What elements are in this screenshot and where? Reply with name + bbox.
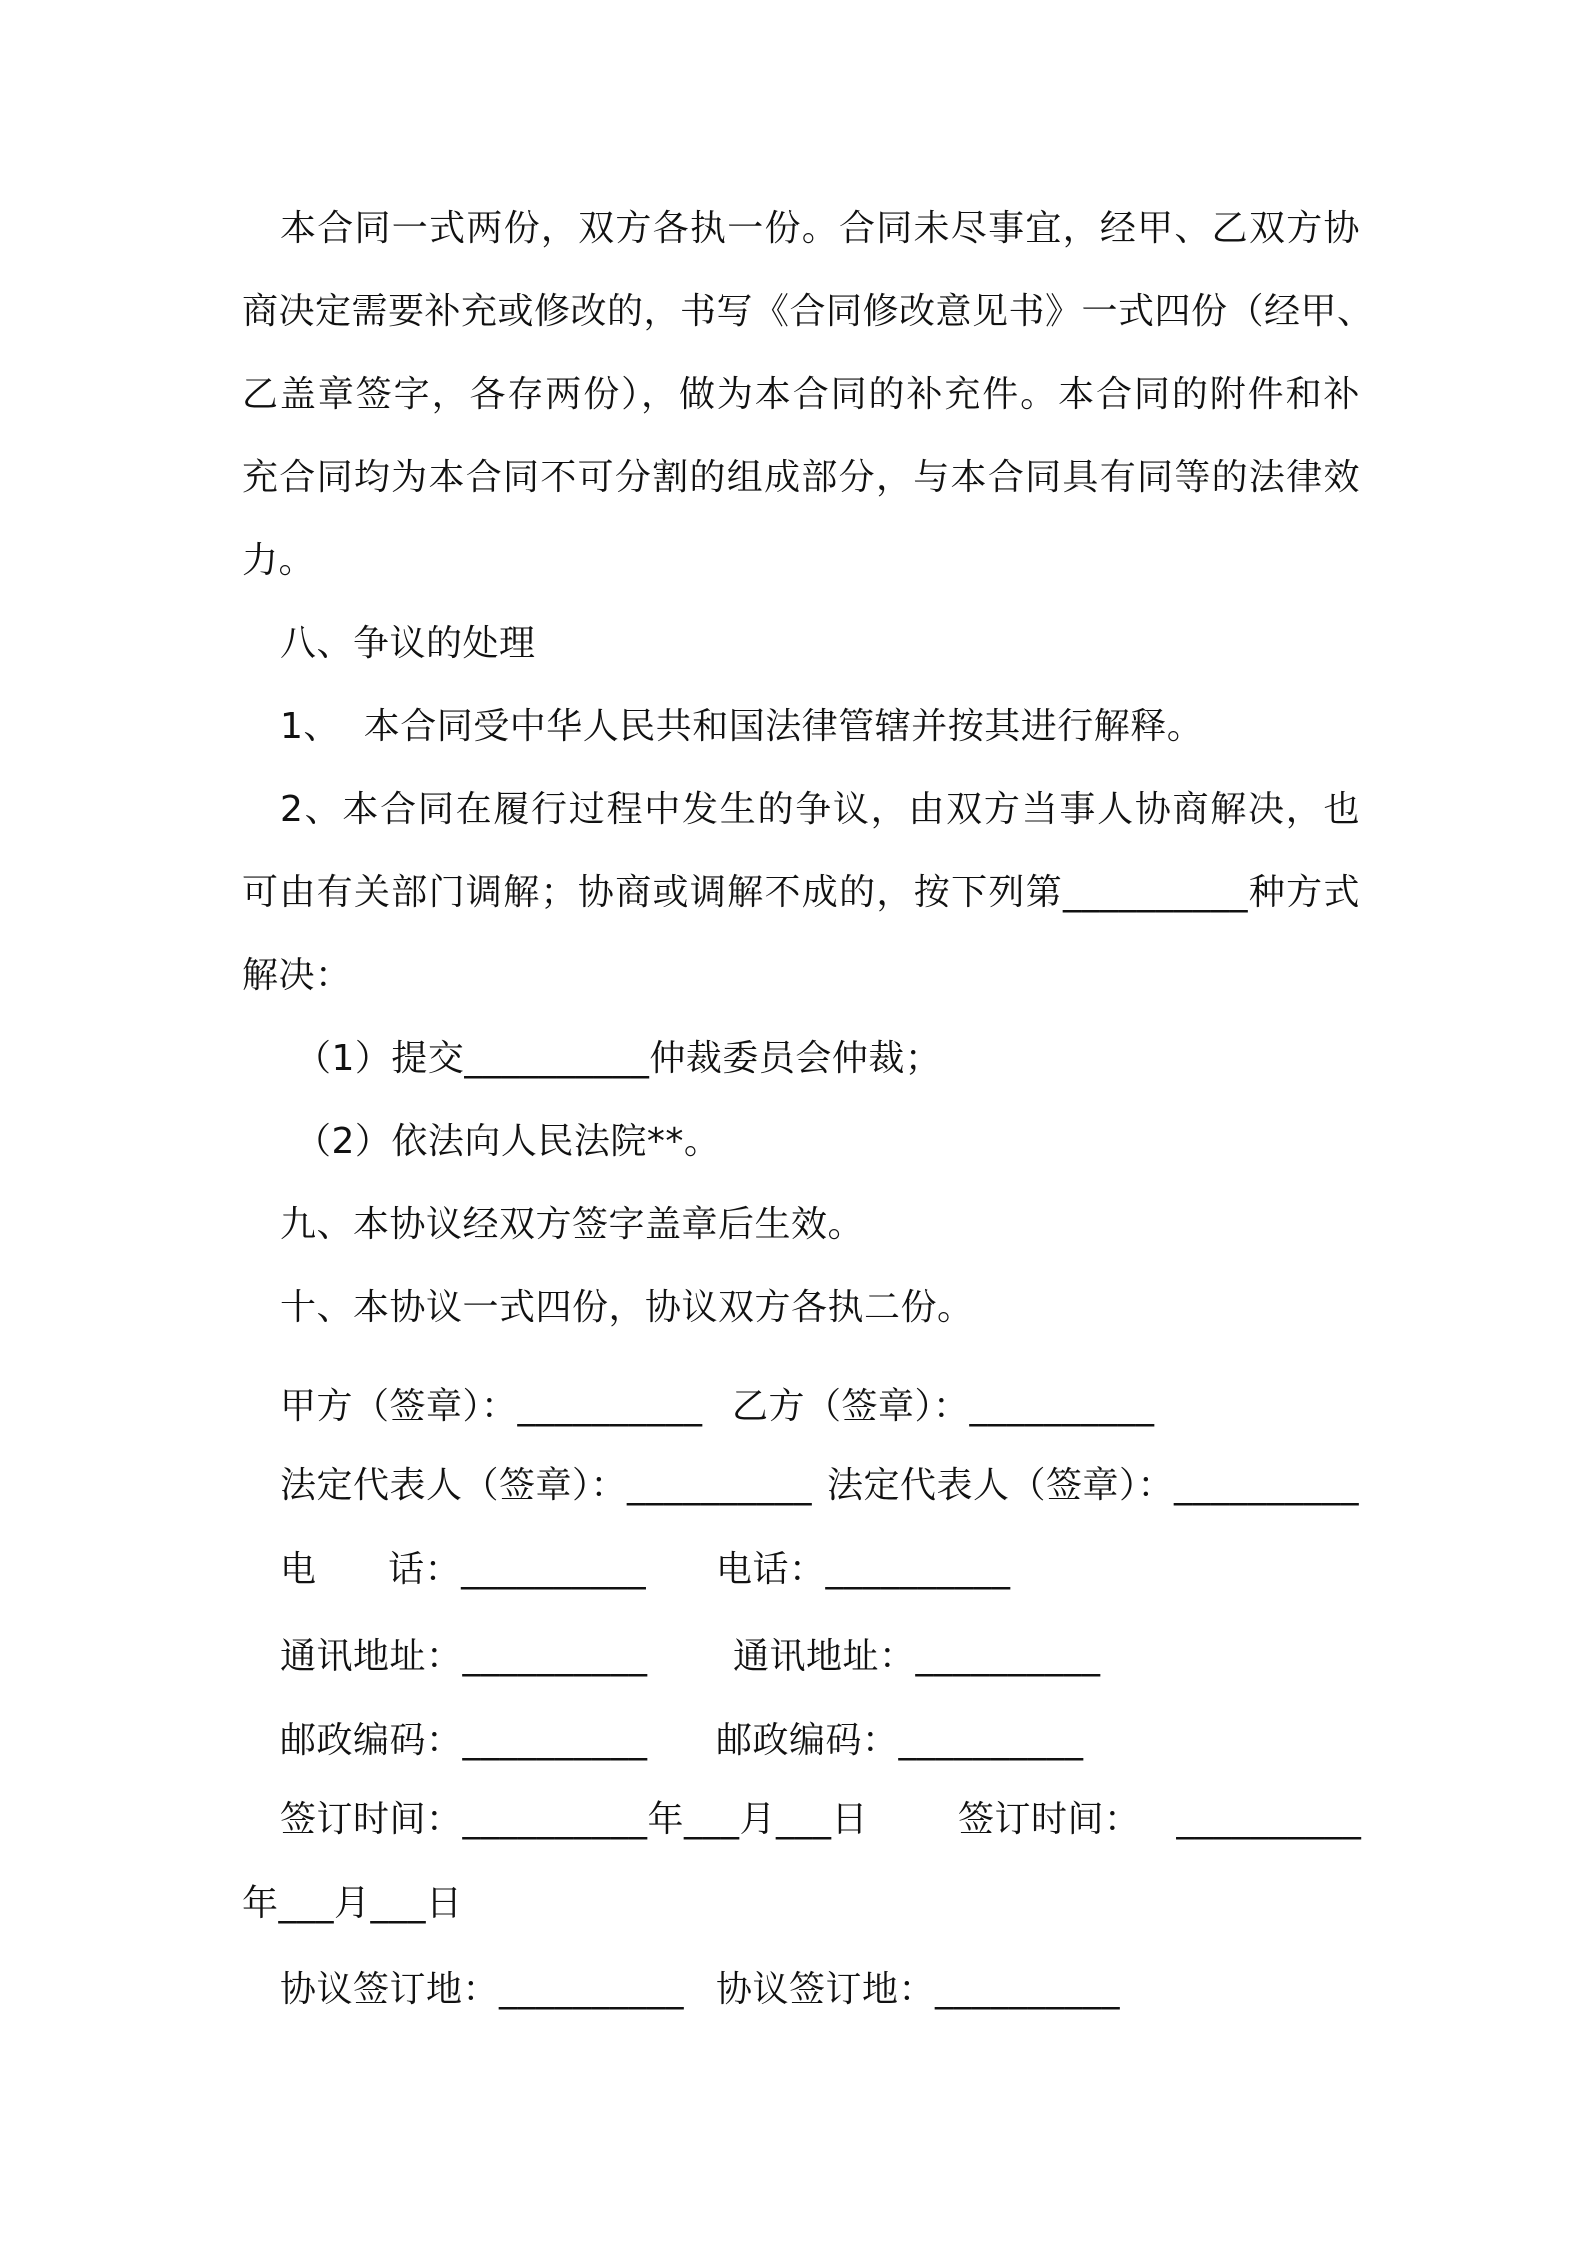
party-a-sign-date: 签订时间：__________年___月___日 (280, 1799, 869, 1840)
paragraph-line: 乙盖章签字，各存两份），做为本合同的补充件。本合同的附件和补 (242, 374, 1360, 415)
party-a-phone: 电 话：__________ (280, 1549, 647, 1590)
clause-item: 2、本合同在履行过程中发生的争议，由双方当事人协商解决，也 (280, 789, 1360, 830)
paragraph-line: 商决定需要补充或修改的，书写《合同修改意见书》一式四份（经甲、 (242, 291, 1374, 332)
option-item: （2）依法向人民法院**。 (295, 1121, 721, 1162)
option-item: （1）提交__________仲裁委员会仲裁； (295, 1038, 942, 1079)
party-b-sign-place: 协议签订地：__________ (716, 1969, 1121, 2010)
clause-item: 1、 本合同受中华人民共和国法律管辖并按其进行解释。 (280, 706, 1204, 747)
clause-item: 解决： (242, 955, 352, 996)
party-b-signature: 乙方（签章）：__________ (732, 1386, 1155, 1427)
party-a-postcode: 邮政编码：__________ (280, 1720, 648, 1761)
party-b-phone: 电话：__________ (716, 1549, 1011, 1590)
party-b-postcode: 邮政编码：__________ (716, 1720, 1084, 1761)
paragraph-line: 本合同一式两份，双方各执一份。合同未尽事宜，经甲、乙双方协 (280, 208, 1360, 249)
clause-item: 九、本协议经双方签字盖章后生效。 (280, 1204, 865, 1245)
party-b-sign-date: 签订时间： __________ (958, 1799, 1362, 1840)
paragraph-line: 力。 (242, 540, 316, 581)
party-b-representative: 法定代表人（签章）：__________ (827, 1465, 1360, 1506)
party-b-sign-date-continued: 年___月___日 (242, 1883, 463, 1924)
party-a-representative: 法定代表人（签章）：__________ (280, 1465, 813, 1506)
party-a-address: 通讯地址：__________ (280, 1636, 648, 1677)
clause-item: 十、本协议一式四份，协议双方各执二份。 (280, 1287, 974, 1328)
party-a-signature: 甲方（签章）：__________ (280, 1386, 703, 1427)
clause-item: 可由有关部门调解；协商或调解不成的，按下列第__________种方式 (242, 872, 1360, 913)
section-heading: 八、争议的处理 (280, 623, 536, 664)
party-a-sign-place: 协议签订地：__________ (280, 1969, 685, 2010)
paragraph-line: 充合同均为本合同不可分割的组成部分，与本合同具有同等的法律效 (242, 457, 1360, 498)
party-b-address: 通讯地址：__________ (733, 1636, 1101, 1677)
